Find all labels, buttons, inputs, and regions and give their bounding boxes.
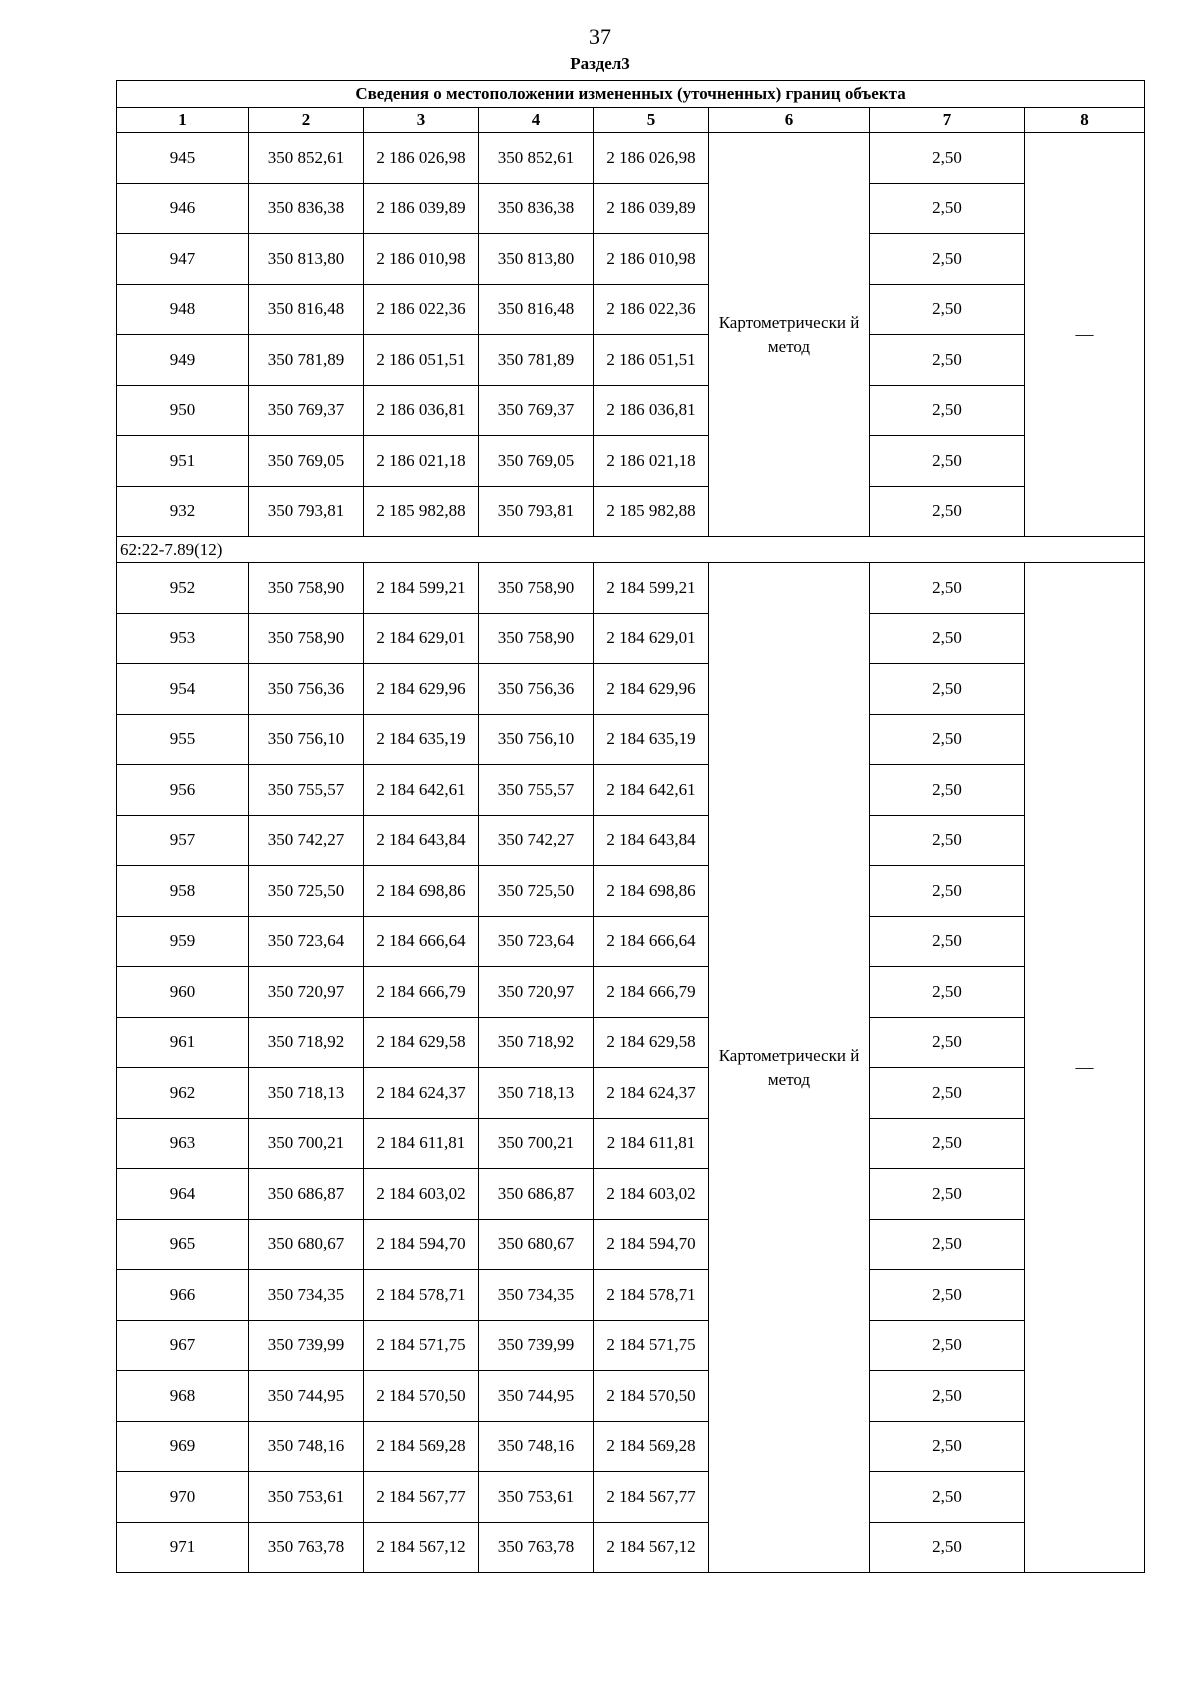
y-coordinate-cell: 2 184 624,37: [364, 1068, 479, 1119]
y-coordinate-cell: 2 184 629,96: [594, 664, 709, 715]
y-coordinate-cell: 2 184 594,70: [364, 1219, 479, 1270]
column-number-row: [117, 108, 1145, 133]
y-coordinate-cell: 2 184 666,64: [364, 916, 479, 967]
x-coordinate-cell: 350 739,99: [479, 1320, 594, 1371]
page-number: 37: [589, 24, 611, 49]
y-coordinate-cell: 2 184 624,37: [594, 1068, 709, 1119]
column-number-header: 7: [870, 108, 1025, 133]
x-coordinate-cell: 350 739,99: [249, 1320, 364, 1371]
y-coordinate-cell: 2 184 635,19: [594, 714, 709, 765]
y-coordinate-cell: 2 186 010,98: [364, 234, 479, 285]
point-number-cell: 962: [117, 1068, 249, 1119]
y-coordinate-cell: 2 184 666,64: [594, 916, 709, 967]
y-coordinate-cell: 2 184 666,79: [364, 967, 479, 1018]
accuracy-cell: 2,50: [870, 815, 1025, 866]
x-coordinate-cell: 350 718,92: [249, 1017, 364, 1068]
y-coordinate-cell: 2 184 569,28: [364, 1421, 479, 1472]
x-coordinate-cell: 350 718,92: [479, 1017, 594, 1068]
y-coordinate-cell: 2 184 571,75: [364, 1320, 479, 1371]
table-row: [117, 714, 1145, 765]
table-row: [117, 967, 1145, 1018]
x-coordinate-cell: 350 753,61: [479, 1472, 594, 1523]
column-number-header: 6: [709, 108, 870, 133]
table-row: [117, 1270, 1145, 1321]
y-coordinate-cell: 2 184 643,84: [364, 815, 479, 866]
y-coordinate-cell: 2 186 039,89: [364, 183, 479, 234]
accuracy-cell: 2,50: [870, 1522, 1025, 1573]
point-number-cell: 947: [117, 234, 249, 285]
x-coordinate-cell: 350 680,67: [479, 1219, 594, 1270]
y-coordinate-cell: 2 184 567,12: [594, 1522, 709, 1573]
y-coordinate-cell: 2 184 571,75: [594, 1320, 709, 1371]
y-coordinate-cell: 2 184 578,71: [594, 1270, 709, 1321]
note-cell: —: [1025, 133, 1145, 537]
y-coordinate-cell: 2 186 010,98: [594, 234, 709, 285]
section-title: Раздел3: [570, 54, 630, 73]
y-coordinate-cell: 2 184 629,58: [594, 1017, 709, 1068]
x-coordinate-cell: 350 725,50: [249, 866, 364, 917]
table-row: [117, 866, 1145, 917]
accuracy-cell: 2,50: [870, 486, 1025, 537]
accuracy-cell: 2,50: [870, 1169, 1025, 1220]
column-number-header: 2: [249, 108, 364, 133]
accuracy-cell: 2,50: [870, 1421, 1025, 1472]
y-coordinate-cell: 2 186 039,89: [594, 183, 709, 234]
x-coordinate-cell: 350 723,64: [479, 916, 594, 967]
table-row: [117, 916, 1145, 967]
y-coordinate-cell: 2 186 026,98: [594, 133, 709, 184]
x-coordinate-cell: 350 852,61: [479, 133, 594, 184]
point-number-cell: 969: [117, 1421, 249, 1472]
table-row: [117, 1169, 1145, 1220]
y-coordinate-cell: 2 186 021,18: [594, 436, 709, 487]
x-coordinate-cell: 350 769,37: [479, 385, 594, 436]
table-row: [117, 1219, 1145, 1270]
y-coordinate-cell: 2 184 603,02: [364, 1169, 479, 1220]
y-coordinate-cell: 2 184 603,02: [594, 1169, 709, 1220]
x-coordinate-cell: 350 742,27: [249, 815, 364, 866]
point-number-cell: 960: [117, 967, 249, 1018]
x-coordinate-cell: 350 756,36: [479, 664, 594, 715]
y-coordinate-cell: 2 184 570,50: [364, 1371, 479, 1422]
accuracy-cell: 2,50: [870, 335, 1025, 386]
table-row: [117, 486, 1145, 537]
accuracy-cell: 2,50: [870, 866, 1025, 917]
x-coordinate-cell: 350 836,38: [479, 183, 594, 234]
y-coordinate-cell: 2 184 629,01: [594, 613, 709, 664]
x-coordinate-cell: 350 686,87: [479, 1169, 594, 1220]
table-row: [117, 1371, 1145, 1422]
table-row: [117, 234, 1145, 285]
y-coordinate-cell: 2 184 642,61: [364, 765, 479, 816]
x-coordinate-cell: 350 763,78: [479, 1522, 594, 1573]
point-number-cell: 958: [117, 866, 249, 917]
accuracy-cell: 2,50: [870, 1320, 1025, 1371]
accuracy-cell: 2,50: [870, 967, 1025, 1018]
note-cell: —: [1025, 563, 1145, 1573]
y-coordinate-cell: 2 184 643,84: [594, 815, 709, 866]
table-row: [117, 133, 1145, 184]
y-coordinate-cell: 2 184 567,77: [364, 1472, 479, 1523]
y-coordinate-cell: 2 184 599,21: [594, 563, 709, 614]
point-number-cell: 959: [117, 916, 249, 967]
method-cell: Картометрически й метод: [709, 563, 870, 1573]
x-coordinate-cell: 350 725,50: [479, 866, 594, 917]
accuracy-cell: 2,50: [870, 563, 1025, 614]
x-coordinate-cell: 350 700,21: [479, 1118, 594, 1169]
x-coordinate-cell: 350 793,81: [249, 486, 364, 537]
accuracy-cell: 2,50: [870, 1017, 1025, 1068]
point-number-cell: 955: [117, 714, 249, 765]
x-coordinate-cell: 350 758,90: [479, 563, 594, 614]
table-row: [117, 1118, 1145, 1169]
accuracy-cell: 2,50: [870, 765, 1025, 816]
point-number-cell: 952: [117, 563, 249, 614]
x-coordinate-cell: 350 758,90: [249, 563, 364, 614]
y-coordinate-cell: 2 184 594,70: [594, 1219, 709, 1270]
x-coordinate-cell: 350 755,57: [479, 765, 594, 816]
accuracy-cell: 2,50: [870, 1118, 1025, 1169]
point-number-cell: 965: [117, 1219, 249, 1270]
group-label: 62:22-7.89(12): [117, 537, 1145, 563]
x-coordinate-cell: 350 744,95: [249, 1371, 364, 1422]
point-number-cell: 968: [117, 1371, 249, 1422]
accuracy-cell: 2,50: [870, 714, 1025, 765]
x-coordinate-cell: 350 781,89: [249, 335, 364, 386]
y-coordinate-cell: 2 184 611,81: [594, 1118, 709, 1169]
table-row: [117, 765, 1145, 816]
table-row: [117, 1472, 1145, 1523]
y-coordinate-cell: 2 184 569,28: [594, 1421, 709, 1472]
point-number-cell: 932: [117, 486, 249, 537]
point-number-cell: 945: [117, 133, 249, 184]
y-coordinate-cell: 2 184 629,01: [364, 613, 479, 664]
accuracy-cell: 2,50: [870, 1270, 1025, 1321]
x-coordinate-cell: 350 756,10: [249, 714, 364, 765]
x-coordinate-cell: 350 793,81: [479, 486, 594, 537]
accuracy-cell: 2,50: [870, 1219, 1025, 1270]
y-coordinate-cell: 2 186 051,51: [364, 335, 479, 386]
y-coordinate-cell: 2 184 567,77: [594, 1472, 709, 1523]
y-coordinate-cell: 2 184 698,86: [594, 866, 709, 917]
accuracy-cell: 2,50: [870, 133, 1025, 184]
y-coordinate-cell: 2 186 036,81: [594, 385, 709, 436]
y-coordinate-cell: 2 185 982,88: [594, 486, 709, 537]
point-number-cell: 956: [117, 765, 249, 816]
y-coordinate-cell: 2 184 567,12: [364, 1522, 479, 1573]
table-row: [117, 1068, 1145, 1119]
x-coordinate-cell: 350 756,10: [479, 714, 594, 765]
table-row: [117, 335, 1145, 386]
point-number-cell: 953: [117, 613, 249, 664]
point-number-cell: 961: [117, 1017, 249, 1068]
accuracy-cell: 2,50: [870, 1472, 1025, 1523]
column-number-header: 4: [479, 108, 594, 133]
x-coordinate-cell: 350 769,37: [249, 385, 364, 436]
point-number-cell: 949: [117, 335, 249, 386]
y-coordinate-cell: 2 184 629,96: [364, 664, 479, 715]
x-coordinate-cell: 350 748,16: [479, 1421, 594, 1472]
accuracy-cell: 2,50: [870, 1068, 1025, 1119]
accuracy-cell: 2,50: [870, 664, 1025, 715]
column-number-header: 5: [594, 108, 709, 133]
point-number-cell: 948: [117, 284, 249, 335]
point-number-cell: 964: [117, 1169, 249, 1220]
point-number-cell: 966: [117, 1270, 249, 1321]
x-coordinate-cell: 350 742,27: [479, 815, 594, 866]
y-coordinate-cell: 2 186 051,51: [594, 335, 709, 386]
accuracy-cell: 2,50: [870, 916, 1025, 967]
x-coordinate-cell: 350 748,16: [249, 1421, 364, 1472]
x-coordinate-cell: 350 816,48: [479, 284, 594, 335]
y-coordinate-cell: 2 186 022,36: [364, 284, 479, 335]
table-row: [117, 664, 1145, 715]
accuracy-cell: 2,50: [870, 613, 1025, 664]
x-coordinate-cell: 350 718,13: [249, 1068, 364, 1119]
x-coordinate-cell: 350 680,67: [249, 1219, 364, 1270]
table-row: [117, 1017, 1145, 1068]
y-coordinate-cell: 2 184 698,86: [364, 866, 479, 917]
y-coordinate-cell: 2 186 022,36: [594, 284, 709, 335]
accuracy-cell: 2,50: [870, 436, 1025, 487]
point-number-cell: 963: [117, 1118, 249, 1169]
y-coordinate-cell: 2 184 611,81: [364, 1118, 479, 1169]
x-coordinate-cell: 350 813,80: [249, 234, 364, 285]
x-coordinate-cell: 350 763,78: [249, 1522, 364, 1573]
column-number-header: 3: [364, 108, 479, 133]
x-coordinate-cell: 350 753,61: [249, 1472, 364, 1523]
x-coordinate-cell: 350 718,13: [479, 1068, 594, 1119]
x-coordinate-cell: 350 769,05: [249, 436, 364, 487]
column-number-header: 1: [117, 108, 249, 133]
table-row: [117, 563, 1145, 614]
accuracy-cell: 2,50: [870, 234, 1025, 285]
accuracy-cell: 2,50: [870, 284, 1025, 335]
y-coordinate-cell: 2 184 599,21: [364, 563, 479, 614]
point-number-cell: 971: [117, 1522, 249, 1573]
x-coordinate-cell: 350 700,21: [249, 1118, 364, 1169]
x-coordinate-cell: 350 813,80: [479, 234, 594, 285]
table-caption: Сведения о местоположении измененных (уточненных) границ объекта: [117, 81, 1145, 108]
group-label-row: [117, 537, 1145, 563]
x-coordinate-cell: 350 836,38: [249, 183, 364, 234]
table-row: [117, 1320, 1145, 1371]
y-coordinate-cell: 2 186 021,18: [364, 436, 479, 487]
table-caption-row: [117, 81, 1145, 108]
y-coordinate-cell: 2 186 026,98: [364, 133, 479, 184]
x-coordinate-cell: 350 852,61: [249, 133, 364, 184]
y-coordinate-cell: 2 184 578,71: [364, 1270, 479, 1321]
y-coordinate-cell: 2 185 982,88: [364, 486, 479, 537]
x-coordinate-cell: 350 734,35: [479, 1270, 594, 1321]
table-row: [117, 436, 1145, 487]
x-coordinate-cell: 350 755,57: [249, 765, 364, 816]
y-coordinate-cell: 2 184 666,79: [594, 967, 709, 1018]
table-row: [117, 815, 1145, 866]
y-coordinate-cell: 2 184 635,19: [364, 714, 479, 765]
point-number-cell: 950: [117, 385, 249, 436]
x-coordinate-cell: 350 734,35: [249, 1270, 364, 1321]
x-coordinate-cell: 350 758,90: [249, 613, 364, 664]
y-coordinate-cell: 2 184 642,61: [594, 765, 709, 816]
point-number-cell: 967: [117, 1320, 249, 1371]
coordinates-table: [116, 80, 1145, 1573]
point-number-cell: 957: [117, 815, 249, 866]
accuracy-cell: 2,50: [870, 1371, 1025, 1422]
point-number-cell: 946: [117, 183, 249, 234]
x-coordinate-cell: 350 744,95: [479, 1371, 594, 1422]
x-coordinate-cell: 350 756,36: [249, 664, 364, 715]
y-coordinate-cell: 2 184 629,58: [364, 1017, 479, 1068]
accuracy-cell: 2,50: [870, 385, 1025, 436]
y-coordinate-cell: 2 186 036,81: [364, 385, 479, 436]
point-number-cell: 970: [117, 1472, 249, 1523]
x-coordinate-cell: 350 758,90: [479, 613, 594, 664]
table-row: [117, 385, 1145, 436]
accuracy-cell: 2,50: [870, 183, 1025, 234]
x-coordinate-cell: 350 720,97: [479, 967, 594, 1018]
x-coordinate-cell: 350 686,87: [249, 1169, 364, 1220]
table-row: [117, 284, 1145, 335]
x-coordinate-cell: 350 781,89: [479, 335, 594, 386]
x-coordinate-cell: 350 769,05: [479, 436, 594, 487]
method-cell: Картометрически й метод: [709, 133, 870, 537]
column-number-header: 8: [1025, 108, 1145, 133]
x-coordinate-cell: 350 720,97: [249, 967, 364, 1018]
point-number-cell: 954: [117, 664, 249, 715]
table-row: [117, 1421, 1145, 1472]
table-row: [117, 183, 1145, 234]
y-coordinate-cell: 2 184 570,50: [594, 1371, 709, 1422]
point-number-cell: 951: [117, 436, 249, 487]
table-row: [117, 1522, 1145, 1573]
table-row: [117, 613, 1145, 664]
x-coordinate-cell: 350 816,48: [249, 284, 364, 335]
x-coordinate-cell: 350 723,64: [249, 916, 364, 967]
